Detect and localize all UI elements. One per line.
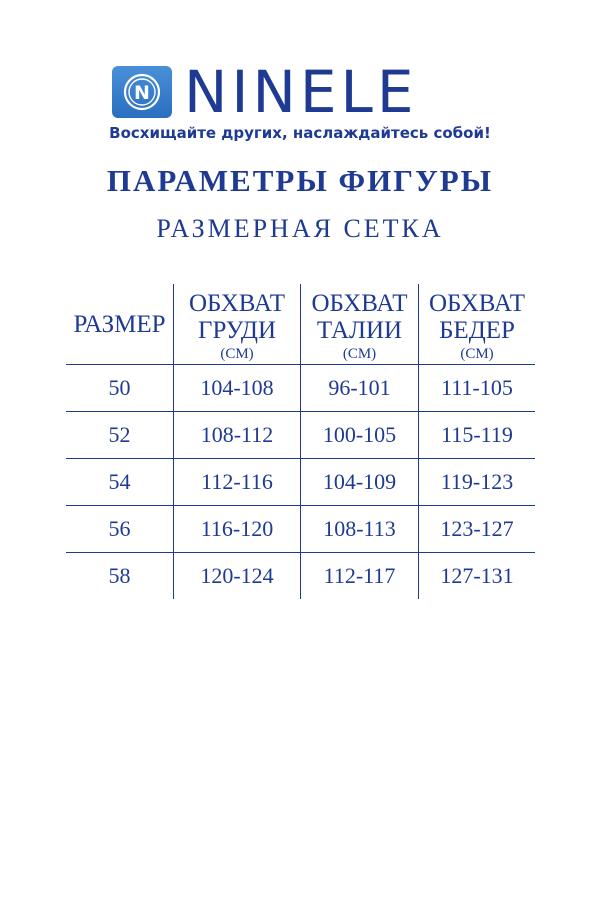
header-size: РАЗМЕР [73, 310, 166, 338]
waist-cell: 96-101 [301, 365, 419, 412]
page-subtitle: РАЗМЕРНАЯ СЕТКА [156, 214, 444, 243]
waist-cell: 112-117 [301, 553, 419, 600]
waist-cell: 104-109 [301, 459, 419, 506]
hips-cell: 119-123 [419, 459, 536, 506]
brand-logo [112, 58, 418, 126]
header-waist: ОБХВАТ ТАЛИИ (СМ) [301, 284, 419, 365]
waist-cell: 100-105 [301, 412, 419, 459]
size-chart-table [66, 284, 535, 599]
table-row [66, 459, 535, 506]
size-cell: 52 [66, 412, 174, 459]
hips-cell: 115-119 [419, 412, 536, 459]
chest-cell: 112-116 [174, 459, 301, 506]
chest-cell: 120-124 [174, 553, 301, 600]
chest-cell: 116-120 [174, 506, 301, 553]
size-cell: 50 [66, 365, 174, 412]
chest-cell: 104-108 [174, 365, 301, 412]
chest-cell: 108-112 [174, 412, 301, 459]
header-chest: ОБХВАТ ГРУДИ (СМ) [174, 284, 301, 365]
size-cell: 58 [66, 553, 174, 600]
table-row [66, 365, 535, 412]
hips-cell: 123-127 [419, 506, 536, 553]
brand-tagline: Восхищайте других, наслаждайтесь собой! [109, 124, 491, 142]
hips-cell: 127-131 [419, 553, 536, 600]
table-row [66, 553, 535, 600]
table-row [66, 412, 535, 459]
waist-cell: 108-113 [301, 506, 419, 553]
table-row [66, 506, 535, 553]
svg-text:N: N [134, 82, 150, 104]
header-hips: ОБХВАТ БЕДЕР (СМ) [419, 284, 536, 365]
size-cell: 54 [66, 459, 174, 506]
page-title: ПАРАМЕТРЫ ФИГУРЫ [106, 163, 494, 198]
size-cell: 56 [66, 506, 174, 553]
brand-wordmark: NINELE [184, 58, 418, 126]
table-header-row [66, 284, 535, 365]
hips-cell: 111-105 [419, 365, 536, 412]
logo-emblem-icon [112, 66, 172, 118]
